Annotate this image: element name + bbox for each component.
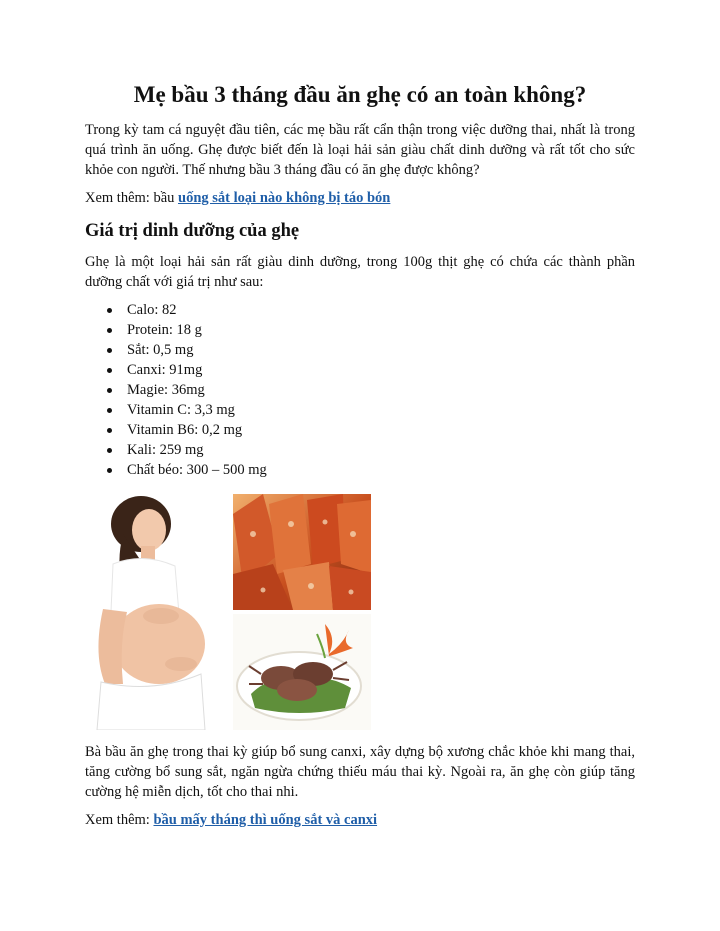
see-also-2-prefix: Xem thêm: (85, 812, 154, 828)
article-image (83, 494, 373, 730)
nutrient-list (85, 300, 635, 480)
intro-paragraph: Trong kỳ tam cá nguyệt đầu tiên, các mẹ bầu rất cẩn thận trong việc dưỡng thai, nhất là trong quá trình ăn uống. Ghẹ được biết đến là loại hải sản giàu chất dinh dưỡng và rất tốt cho sức khỏe con người. Thế nhưng bầu 3 tháng đầu có ăn ghẹ được không? (85, 122, 635, 178)
section-heading: Giá trị dinh dưỡng của ghẹ (85, 221, 300, 241)
list-item: Calo: 82 (107, 300, 635, 320)
see-also-1 (85, 188, 635, 208)
nutrition-intro: Ghẹ là một loại hải sản rất giàu dinh dưỡng, trong 100g thịt ghẹ có chứa các thành phần dưỡng chất với giá trị như sau: (85, 254, 635, 290)
list-item: Vitamin B6: 0,2 mg (107, 420, 635, 440)
crab-dish-image (233, 494, 371, 610)
list-item: Canxi: 91mg (107, 360, 635, 380)
list-item: Chất béo: 300 – 500 mg (107, 460, 635, 480)
see-also-1-prefix: Xem thêm: bầu (85, 190, 179, 206)
benefit-paragraph: Bà bầu ăn ghẹ trong thai kỳ giúp bổ sung canxi, xây dựng bộ xương chắc khỏe khi mang thai, tăng cường bổ sung sắt, ngăn ngừa chứng thiếu máu thai kỳ. Ngoài ra, ăn ghẹ còn giúp tăng cường hệ miễn dịch, tốt cho thai nhi. (85, 744, 635, 800)
list-item: Protein: 18 g (107, 320, 635, 340)
list-item: Magie: 36mg (107, 380, 635, 400)
list-item: Kali: 259 mg (107, 440, 635, 460)
crab-plate-image (233, 614, 371, 730)
list-item: Sắt: 0,5 mg (107, 340, 635, 360)
list-item: Vitamin C: 3,3 mg (107, 400, 635, 420)
see-also-1-link[interactable]: uống sắt loại nào không bị táo bón (178, 190, 391, 206)
page-title: Mẹ bầu 3 tháng đầu ăn ghẹ có an toàn không? (133, 82, 587, 107)
see-also-2 (85, 810, 635, 830)
see-also-2-link[interactable]: bầu mấy tháng thì uống sắt và canxi (153, 812, 378, 828)
pregnant-woman-image (83, 494, 228, 730)
